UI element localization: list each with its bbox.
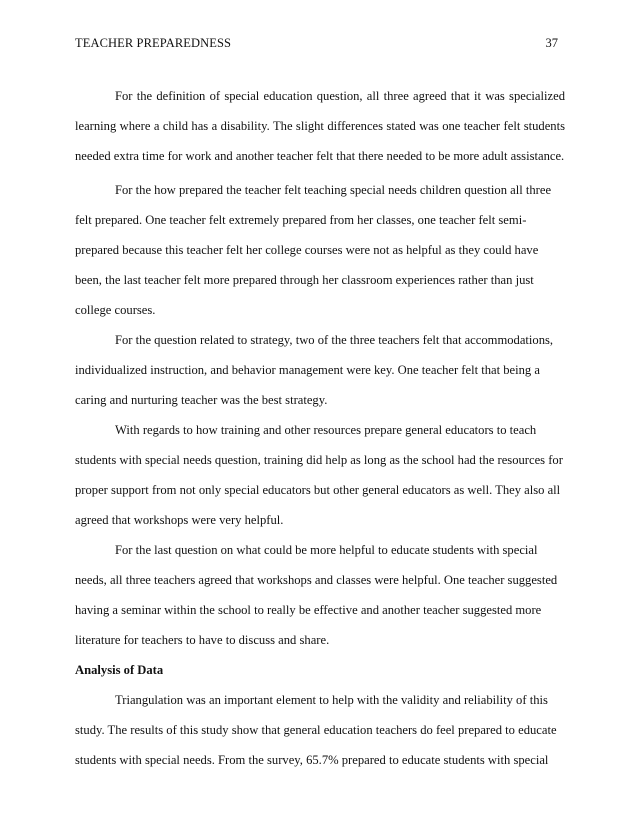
paragraph-strategy: For the question related to strategy, two of the three teachers felt that accommodations, individualized instruction, and behavior management were key. One teacher felt that being a caring and nurturing teacher was the best strategy. (75, 333, 554, 407)
paragraph-triangulation: Triangulation was an important element to help with the validity and reliability of this study. The results of this study show that general education teachers do feel prepared to educate students with special needs. From the survey, 65.7% prepared to educate students with special (75, 693, 557, 767)
section-heading: Analysis of Data (75, 663, 164, 677)
body-text (75, 81, 565, 775)
paragraph-helpful: For the last question on what could be more helpful to educate students with special needs, all three teachers agreed that workshops and classes were helpful. One teacher suggested having a seminar within the school to really be effective and another teacher suggested more literature for teachers to have to discuss and share. (75, 543, 558, 647)
paragraph-preparedness: For the how prepared the teacher felt teaching special needs children question all three felt prepared. One teacher felt extremely prepared from her classes, one teacher felt semi-prepared because this teacher felt her college courses were not as helpful as they could have been, the last teacher felt more prepared through her classroom experiences rather than just college courses. (75, 183, 552, 317)
running-head: TEACHER PREPAREDNESS (75, 36, 232, 50)
paragraph-definition: For the definition of special education question, all three agreed that it was specialized learning where a child has a disability. The slight differences stated was one teacher felt students needed extra time for work and another teacher felt that there needed to be more adult assistance. (75, 89, 565, 163)
paragraph-training: With regards to how training and other resources prepare general educators to teach students with special needs question, training did help as long as the school had the resources for proper support from not only special educators but other general educators as well. They also all agreed that workshops were very helpful. (75, 423, 563, 527)
page-number: 37 (545, 36, 558, 50)
